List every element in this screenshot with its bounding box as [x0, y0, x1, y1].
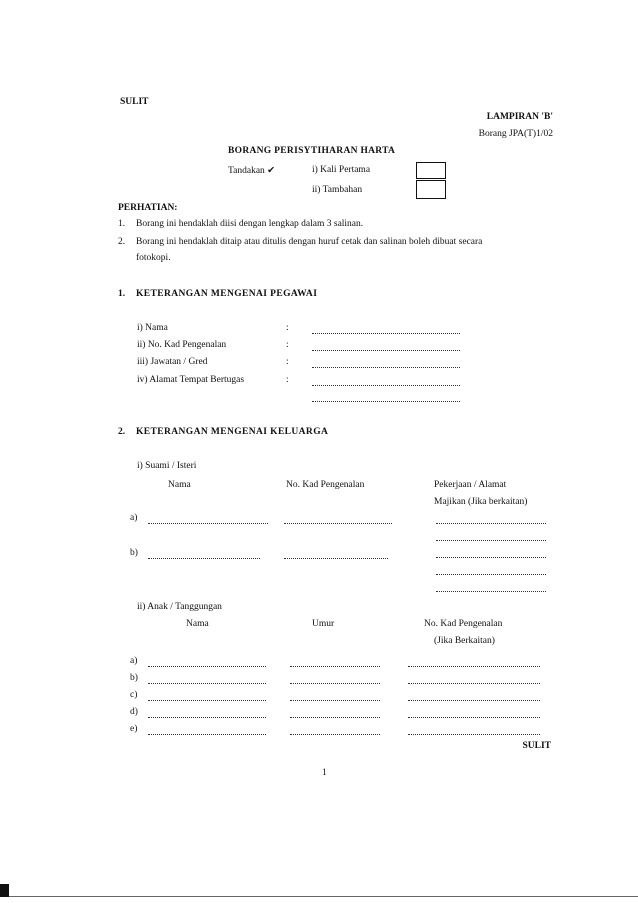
children-col-name: Nama: [186, 619, 209, 629]
spouse-col-job-line1: Pekerjaan / Alamat: [434, 480, 507, 490]
spouse-b-job-field-line2[interactable]: [436, 574, 546, 575]
spouse-b-job-field-line3[interactable]: [436, 591, 546, 592]
spouse-col-ic: No. Kad Pengenalan: [286, 480, 365, 490]
officer-position-label: iii) Jawatan / Gred: [137, 357, 208, 367]
checkbox-first-time[interactable]: [416, 162, 446, 179]
officer-name-label: i) Nama: [137, 323, 168, 333]
spouse-b-ic-field[interactable]: [284, 558, 388, 559]
spouse-a-job-field[interactable]: [436, 523, 546, 524]
spouse-a-job-field-line2[interactable]: [436, 540, 546, 541]
classification-top: SULIT: [120, 97, 149, 107]
spouse-title: i) Suami / Isteri: [137, 461, 197, 471]
colon: :: [286, 357, 289, 367]
checkbox-additional[interactable]: [416, 180, 446, 199]
officer-name-field[interactable]: [312, 333, 460, 334]
tick-instruction: Tandakan ✔: [228, 166, 276, 176]
notice-item1: Borang ini hendaklah diisi dengan lengkap dalam 3 salinan.: [136, 219, 364, 229]
form-code: Borang JPA(T)1/02: [478, 129, 553, 139]
child-b-ic-field[interactable]: [408, 683, 540, 684]
child-row-label: a): [130, 656, 138, 666]
officer-address-field[interactable]: [312, 385, 460, 386]
officer-position-field[interactable]: [312, 367, 460, 368]
spouse-row-label: a): [130, 513, 138, 523]
appendix-label: LAMPIRAN 'B': [486, 112, 553, 122]
option-additional: ii) Tambahan: [312, 185, 363, 195]
classification-bottom: SULIT: [522, 741, 551, 751]
notice-item2-number: 2.: [118, 237, 126, 247]
child-a-age-field[interactable]: [290, 666, 380, 667]
section2-title: KETERANGAN MENGENAI KELUARGA: [136, 427, 329, 437]
colon: :: [286, 340, 289, 350]
child-c-name-field[interactable]: [148, 700, 266, 701]
form-title: BORANG PERISYTIHARAN HARTA: [228, 146, 396, 156]
child-row-label: d): [130, 707, 138, 717]
child-d-ic-field[interactable]: [408, 717, 540, 718]
child-e-name-field[interactable]: [148, 734, 266, 735]
children-col-age: Umur: [312, 619, 335, 629]
child-b-name-field[interactable]: [148, 683, 266, 684]
child-c-ic-field[interactable]: [408, 700, 540, 701]
child-d-name-field[interactable]: [148, 717, 266, 718]
child-row-label: e): [130, 724, 138, 734]
children-col-ic-line2: (Jika Berkaitan): [434, 636, 495, 646]
child-row-label: c): [130, 690, 138, 700]
child-b-age-field[interactable]: [290, 683, 380, 684]
notice-item1-number: 1.: [118, 219, 126, 229]
scan-edge-mark: [0, 884, 9, 897]
children-title: ii) Anak / Tanggungan: [137, 602, 222, 612]
child-a-name-field[interactable]: [148, 666, 266, 667]
spouse-a-ic-field[interactable]: [284, 523, 392, 524]
child-row-label: b): [130, 673, 138, 683]
spouse-a-name-field[interactable]: [148, 523, 268, 524]
section2-number: 2.: [118, 427, 126, 437]
officer-address-label: iv) Alamat Tempat Bertugas: [137, 375, 245, 385]
spouse-b-name-field[interactable]: [148, 558, 260, 559]
spouse-col-job-line2: Majikan (Jika berkaitan): [434, 497, 528, 507]
colon: :: [286, 375, 289, 385]
colon: :: [286, 323, 289, 333]
child-c-age-field[interactable]: [290, 700, 380, 701]
spouse-col-name: Nama: [168, 480, 191, 490]
officer-ic-field[interactable]: [312, 350, 460, 351]
officer-ic-label: ii) No. Kad Pengenalan: [137, 340, 227, 350]
children-col-ic-line1: No. Kad Pengenalan: [424, 619, 503, 629]
notice-heading: PERHATIAN:: [118, 203, 178, 213]
child-e-ic-field[interactable]: [408, 734, 540, 735]
option-first-time: i) Kali Pertama: [312, 165, 371, 175]
scan-edge-line: [9, 896, 638, 897]
spouse-row-label: b): [130, 548, 138, 558]
section1-title: KETERANGAN MENGENAI PEGAWAI: [136, 289, 318, 299]
child-d-age-field[interactable]: [290, 717, 380, 718]
child-a-ic-field[interactable]: [408, 666, 540, 667]
page-number: 1: [322, 768, 327, 778]
spouse-b-job-field[interactable]: [436, 557, 546, 558]
notice-item2-line1: Borang ini hendaklah ditaip atau ditulis dengan huruf cetak dan salinan boleh dibuat secara: [136, 237, 483, 247]
child-e-age-field[interactable]: [290, 734, 380, 735]
officer-address-field-line2[interactable]: [312, 401, 460, 402]
notice-item2-line2: fotokopi.: [136, 253, 171, 263]
section1-number: 1.: [118, 289, 126, 299]
